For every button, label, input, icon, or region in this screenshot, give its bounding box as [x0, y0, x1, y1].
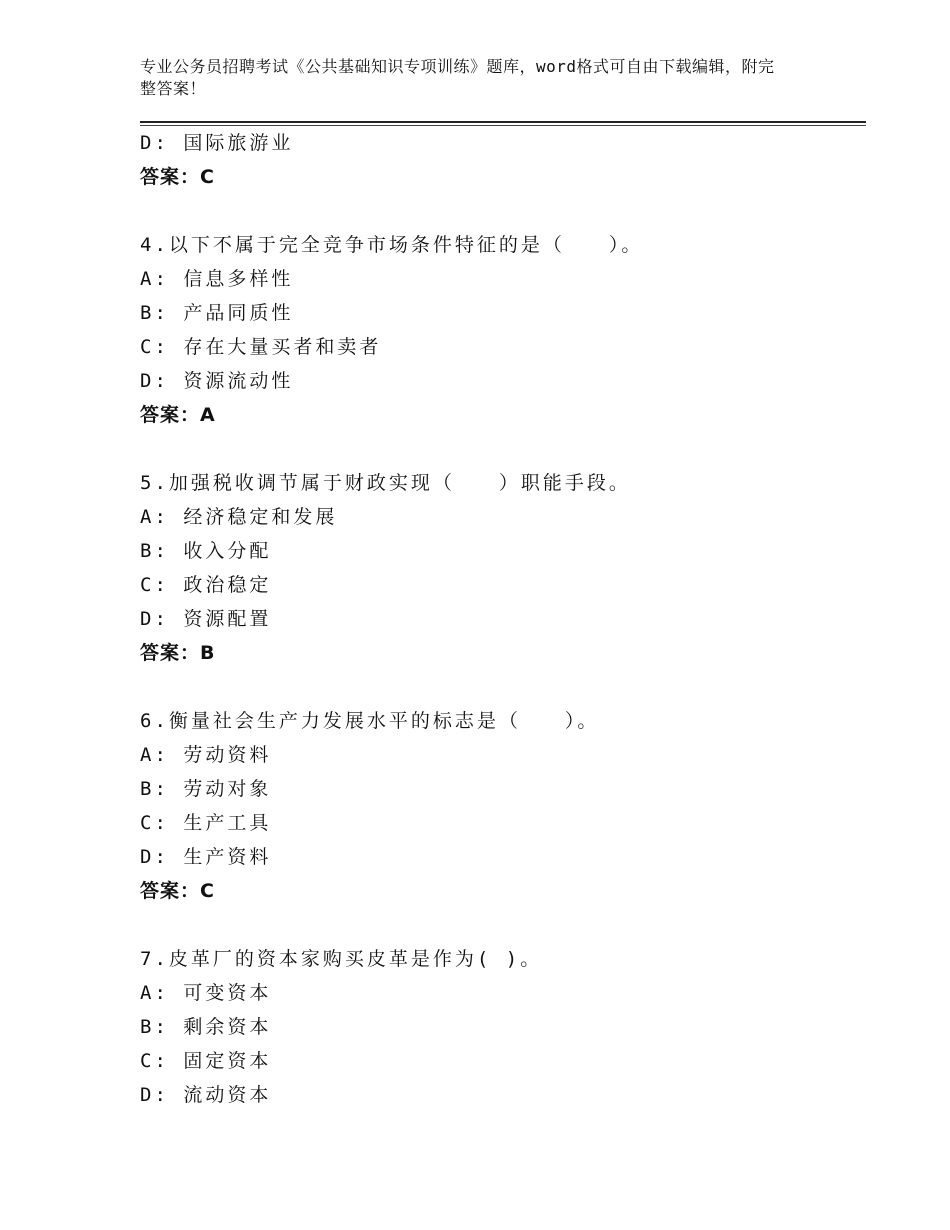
spacer	[140, 432, 860, 466]
question-7-stem: 7.皮革厂的资本家购买皮革是作为( )。	[140, 948, 543, 970]
question-4-option-c: C: 存在大量买者和卖者	[140, 336, 382, 358]
question-6-option-a: A: 劳动资料	[140, 744, 272, 766]
header-rule-thick	[140, 121, 866, 123]
question-7-option-c: C: 固定资本	[140, 1050, 272, 1072]
prev-question-option-d: D: 国际旅游业	[140, 132, 294, 154]
spacer	[140, 908, 860, 942]
question-6-option-b: B: 劳动对象	[140, 778, 272, 800]
prev-question-answer: 答案：C	[140, 166, 215, 188]
spacer	[140, 194, 860, 228]
question-6-stem: 6.衡量社会生产力发展水平的标志是（ ）。	[140, 710, 600, 732]
question-6-option-c: C: 生产工具	[140, 812, 272, 834]
question-6-option-d: D: 生产资料	[140, 846, 272, 868]
question-4-option-a: A: 信息多样性	[140, 268, 294, 290]
question-4-answer: 答案：A	[140, 404, 216, 426]
question-6-answer: 答案：C	[140, 880, 215, 902]
page-header-text: 专业公务员招聘考试《公共基础知识专项训练》题库，word格式可自由下载编辑，附完整答案！	[140, 57, 775, 98]
question-7-option-b: B: 剩余资本	[140, 1016, 272, 1038]
question-4-option-d: D: 资源流动性	[140, 370, 294, 392]
question-5-option-a: A: 经济稳定和发展	[140, 506, 338, 528]
question-5-answer: 答案：B	[140, 642, 216, 664]
question-4-stem: 4.以下不属于完全竞争市场条件特征的是（ ）。	[140, 234, 644, 256]
question-5-option-d: D: 资源配置	[140, 608, 272, 630]
question-7-option-a: A: 可变资本	[140, 982, 272, 1004]
question-5-option-b: B: 收入分配	[140, 540, 272, 562]
question-7-option-d: D: 流动资本	[140, 1084, 272, 1106]
spacer	[140, 670, 860, 704]
question-list	[140, 126, 860, 1112]
question-5-option-c: C: 政治稳定	[140, 574, 272, 596]
question-4-option-b: B: 产品同质性	[140, 302, 294, 324]
question-5-stem: 5.加强税收调节属于财政实现（ ）职能手段。	[140, 472, 631, 494]
